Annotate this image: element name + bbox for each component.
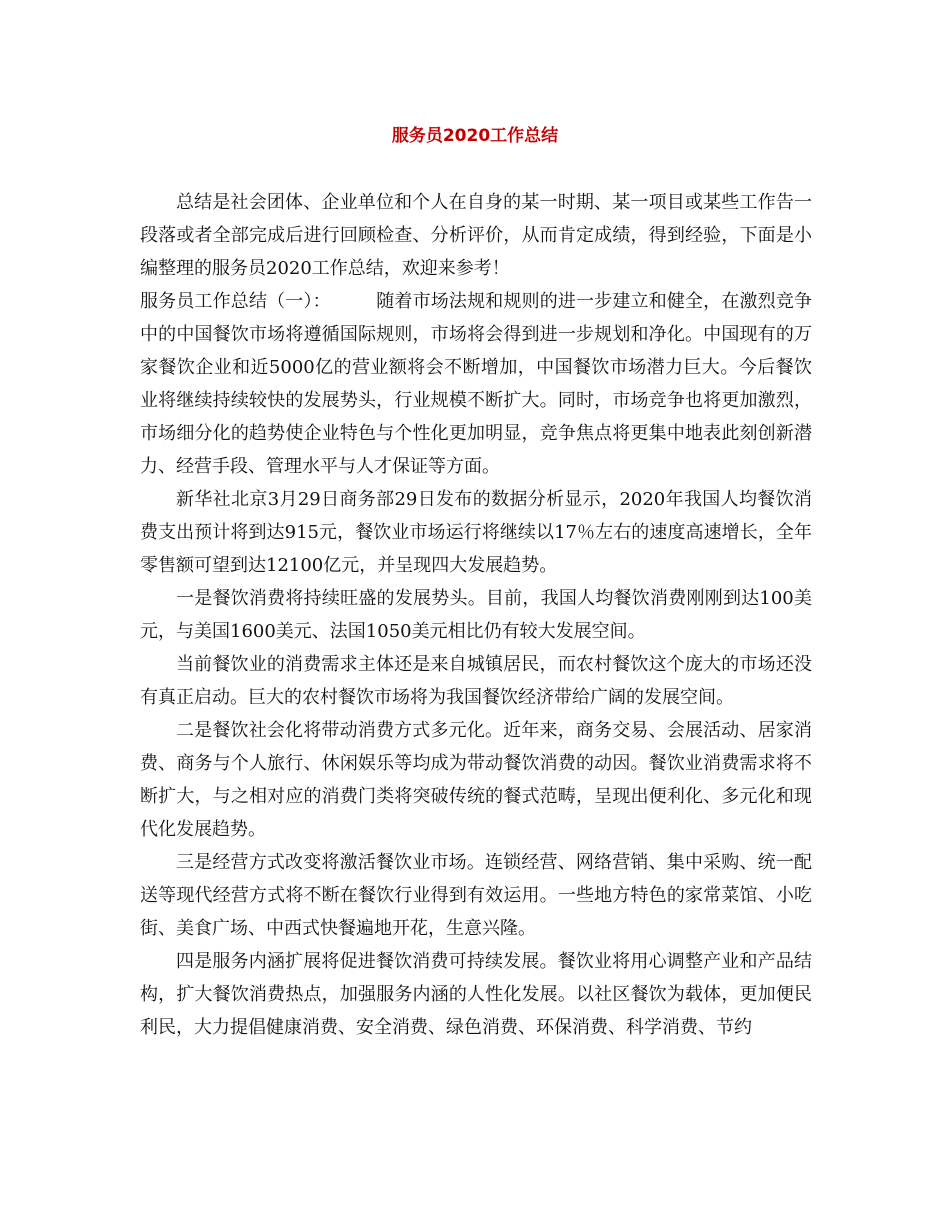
paragraph-trend-two: 二是餐饮社会化将带动消费方式多元化。近年来，商务交易、会展活动、居家消费、商务与个人旅行、休闲娱乐等均成为带动餐饮消费的动因。餐饮业消费需求将不断扩大，与之相对应的消费门类将突破传统的餐式范畴，呈现出便利化、多元化和现代化发展趋势。 <box>140 720 812 840</box>
document-title: 服务员2020工作总结 <box>391 126 559 146</box>
paragraph-rural: 当前餐饮业的消费需求主体还是来自城镇居民，而农村餐饮这个庞大的市场还没有真正启动。巨大的农村餐饮市场将为我国餐饮经济带给广阔的发展空间。 <box>140 654 812 708</box>
paragraph-xinhua: 新华社北京3月29日商务部29日发布的数据分析显示，2020年我国人均餐饮消费支出预计将到达915元，餐饮业市场运行将继续以17％左右的速度高速增长，全年零售额可望到达12100亿元，并呈现四大发展趋势。 <box>140 489 812 576</box>
paragraph-intro: 总结是社会团体、企业单位和个人在自身的某一时期、某一项目或某些工作告一段落或者全部完成后进行回顾检查、分析评价，从而肯定成绩，得到经验，下面是小编整理的服务员2020工作总结，欢迎来参考！ <box>140 192 812 279</box>
document-body <box>140 186 812 1044</box>
paragraph-trend-three: 三是经营方式改变将激活餐饮业市场。连锁经营、网络营销、集中采购、统一配送等现代经营方式将不断在餐饮行业得到有效运用。一些地方特色的家常菜馆、小吃街、美食广场、中西式快餐遍地开花，生意兴隆。 <box>140 852 812 939</box>
paragraph-trend-one: 一是餐饮消费将持续旺盛的发展势头。目前，我国人均餐饮消费刚刚到达100美元，与美国1600美元、法国1050美元相比仍有较大发展空间。 <box>140 588 812 642</box>
paragraph-section-one: 服务员工作总结（一）： 随着市场法规和规则的进一步建立和健全，在激烈竞争中的中国餐饮市场将遵循国际规则，市场将会得到进一步规划和净化。中国现有的万家餐饮企业和近5000亿的营业额将会不断增加，中国餐饮市场潜力巨大。今后餐饮业将继续持续较快的发展势头，行业规模不断扩大。同时，市场竞争也将更加激烈，市场细分化的趋势使企业特色与个性化更加明显，竞争焦点将更集中地表此刻创新潜力、经营手段、管理水平与人才保证等方面。 <box>140 291 812 477</box>
paragraph-trend-four: 四是服务内涵扩展将促进餐饮消费可持续发展。餐饮业将用心调整产业和产品结构，扩大餐饮消费热点，加强服务内涵的人性化发展。以社区餐饮为载体，更加便民利民，大力提倡健康消费、安全消费、绿色消费、环保消费、科学消费、节约 <box>140 951 812 1038</box>
